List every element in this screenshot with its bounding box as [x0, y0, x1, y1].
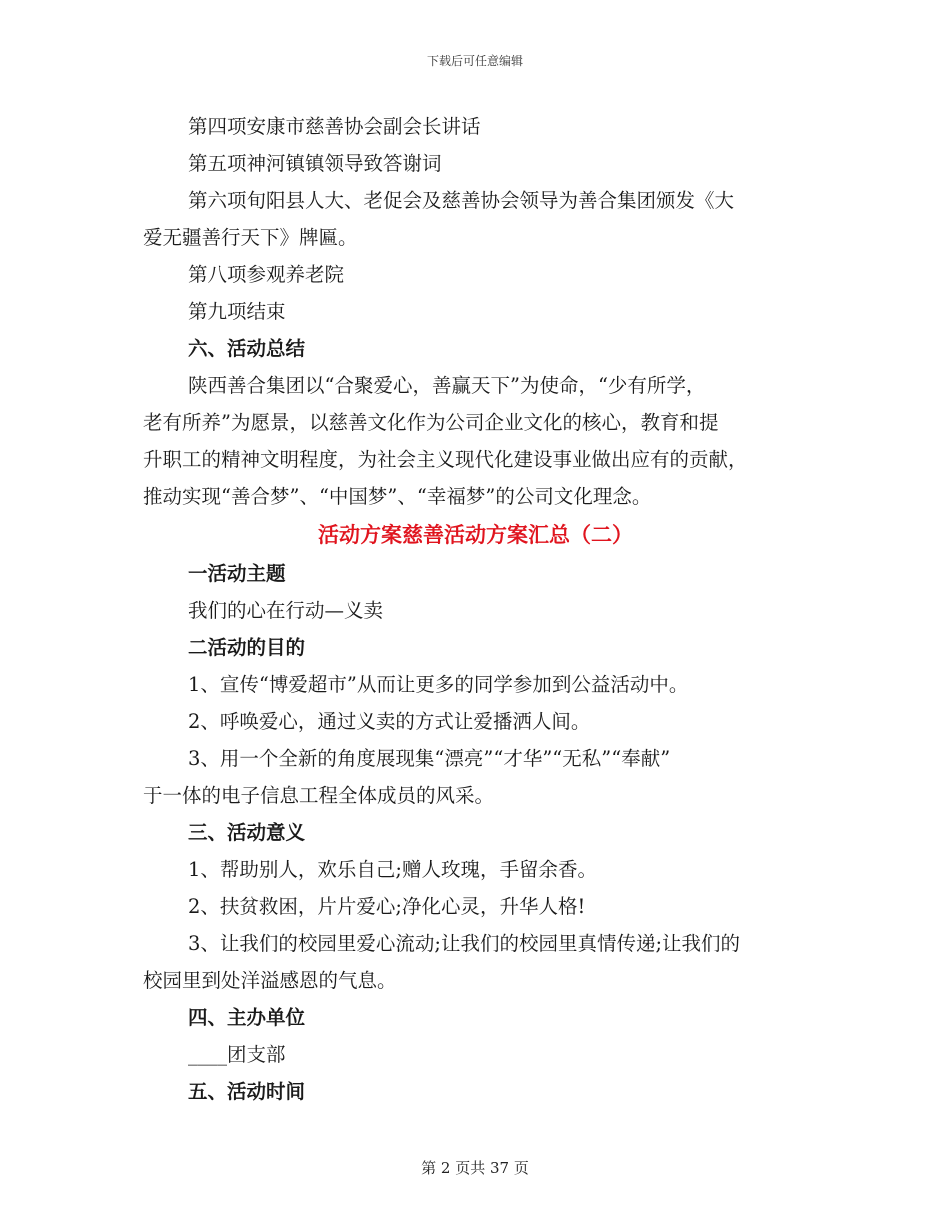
section-heading-purpose: 二活动的目的 — [188, 636, 306, 659]
agenda-item-9: 第九项结束 — [188, 300, 286, 323]
paragraph-summary-2: 老有所养”为愿景，以慈善文化作为公司企业文化的核心，教育和提 — [143, 411, 719, 434]
agenda-item-6: 第六项旬阳县人大、老促会及慈善协会领导为善合集团颁发《大 — [188, 189, 735, 212]
document-body — [143, 108, 808, 1110]
significance-item-2: 2、扶贫救困，片片爱心;净化心灵，升华人格! — [188, 895, 586, 918]
significance-item-3: 3、让我们的校园里爱心流动;让我们的校园里真情传递;让我们的 — [188, 932, 741, 955]
section-heading-theme: 一活动主题 — [188, 562, 286, 585]
section-heading-organizer: 四、主办单位 — [188, 1006, 306, 1029]
significance-item-1: 1、帮助别人，欢乐自己;赠人玫瑰，手留余香。 — [188, 858, 597, 881]
purpose-item-1: 1、宣传“博爱超市”从而让更多的同学参加到公益活动中。 — [188, 673, 689, 696]
paragraph-theme: 我们的心在行动—义卖 — [188, 599, 384, 622]
purpose-item-2: 2、呼唤爱心，通过义卖的方式让爱播洒人间。 — [188, 710, 591, 733]
document-title: 活动方案慈善活动方案汇总（二） — [318, 522, 633, 547]
paragraph-summary-4: 推动实现“善合梦”、“中国梦”、“幸福梦”的公司文化理念。 — [143, 485, 652, 508]
significance-item-3-cont: 校园里到处洋溢感恩的气息。 — [143, 969, 397, 992]
paragraph-organizer: ____团支部 — [188, 1043, 286, 1066]
page-footer: 第 2 页共 37 页 — [421, 1159, 529, 1177]
purpose-item-3: 3、用一个全新的角度展现集“漂亮”“才华”“无私”“奉献” — [188, 747, 671, 770]
agenda-item-8: 第八项参观养老院 — [188, 263, 345, 286]
agenda-item-4: 第四项安康市慈善协会副会长讲话 — [188, 115, 481, 138]
agenda-item-5: 第五项神河镇镇领导致答谢词 — [188, 152, 442, 175]
purpose-item-3-cont: 于一体的电子信息工程全体成员的风采。 — [143, 784, 495, 807]
paragraph-summary-1: 陕西善合集团以“合聚爱心，善赢天下”为使命，“少有所学， — [188, 374, 706, 397]
section-heading-summary: 六、活动总结 — [188, 337, 306, 360]
agenda-item-6-cont: 爱无疆善行天下》牌匾。 — [143, 226, 358, 249]
paragraph-summary-3: 升职工的精神文明程度，为社会主义现代化建设事业做出应有的贡献， — [143, 448, 748, 471]
section-heading-time: 五、活动时间 — [188, 1080, 306, 1103]
section-heading-significance: 三、活动意义 — [188, 821, 306, 844]
page-header: 下载后可任意编辑 — [426, 54, 523, 68]
